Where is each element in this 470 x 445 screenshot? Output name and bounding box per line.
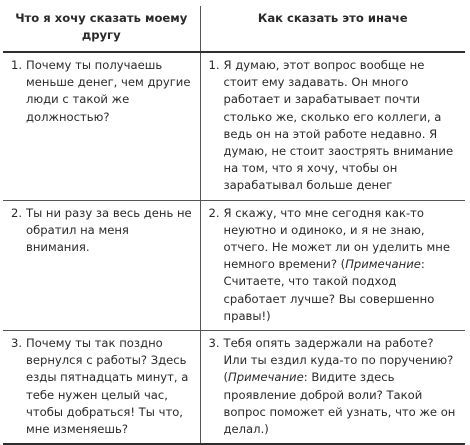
item-number: 2.	[208, 205, 220, 220]
table-cell-left	[3, 331, 200, 445]
table-cell-left	[3, 200, 200, 330]
item-text	[224, 335, 460, 438]
column-header-what-i-want-to-say: Что я хочу сказать моему другу	[3, 6, 200, 52]
note-label: Примечание	[228, 370, 304, 385]
item-number: 3.	[11, 336, 23, 351]
comparison-table	[3, 6, 465, 445]
table-cell-left	[3, 52, 200, 200]
table-cell-right	[200, 52, 465, 200]
item-text-before: Я скажу, что мне сегодня как-то неуютно и одиноко, и я не знаю, отчего. Не может ли он уделить мне немного времени? (	[223, 205, 450, 272]
table-row	[3, 200, 465, 330]
item-number: 1.	[11, 58, 23, 72]
item-text: Я думаю, этот вопрос вообще не стоит ему задавать. Он много работает и зарабатывает почти столько же, сколько его коллеги, а ведь он на этой работе недавно. Я думаю, не стоит заострять внимание на том, что я хочу, чтобы он зарабатывал больше денег	[223, 58, 454, 193]
item-text: Почему ты получаешь меньше денег, чем другие люди с такой же должностью?	[26, 58, 191, 124]
item-text-after: : Видите здесь проявление доброй воли? Такой вопрос поможет ей узнать, что же он делал.)	[223, 370, 456, 437]
item-text: Ты ни разу за весь день не обратил на меня внимания.	[26, 205, 192, 255]
item-text-after: : Считаете, что такой подход сработает лучше? Вы совершенно правы!)	[223, 257, 435, 323]
note-label: Примечание	[345, 257, 421, 272]
table-cell-right	[200, 331, 465, 445]
table-row	[3, 331, 465, 445]
item-text	[224, 205, 460, 325]
column-header-how-to-say-it: Как сказать это иначе	[200, 6, 465, 52]
table-row	[3, 52, 465, 200]
header-row	[3, 6, 465, 52]
item-text-before: Тебя опять задержали на работе? Или ты ездил куда-то по поручению? (	[223, 336, 454, 385]
item-text: Почему ты так поздно вернулся с работы? Здесь езды пятнадцать минут, а тебе нужен целый час, чтобы добраться! Ты что, мне изменяешь?	[26, 336, 189, 437]
item-number: 2.	[11, 205, 23, 220]
item-number: 1.	[208, 58, 220, 72]
item-number: 3.	[208, 336, 220, 351]
table-cell-right	[200, 200, 465, 330]
